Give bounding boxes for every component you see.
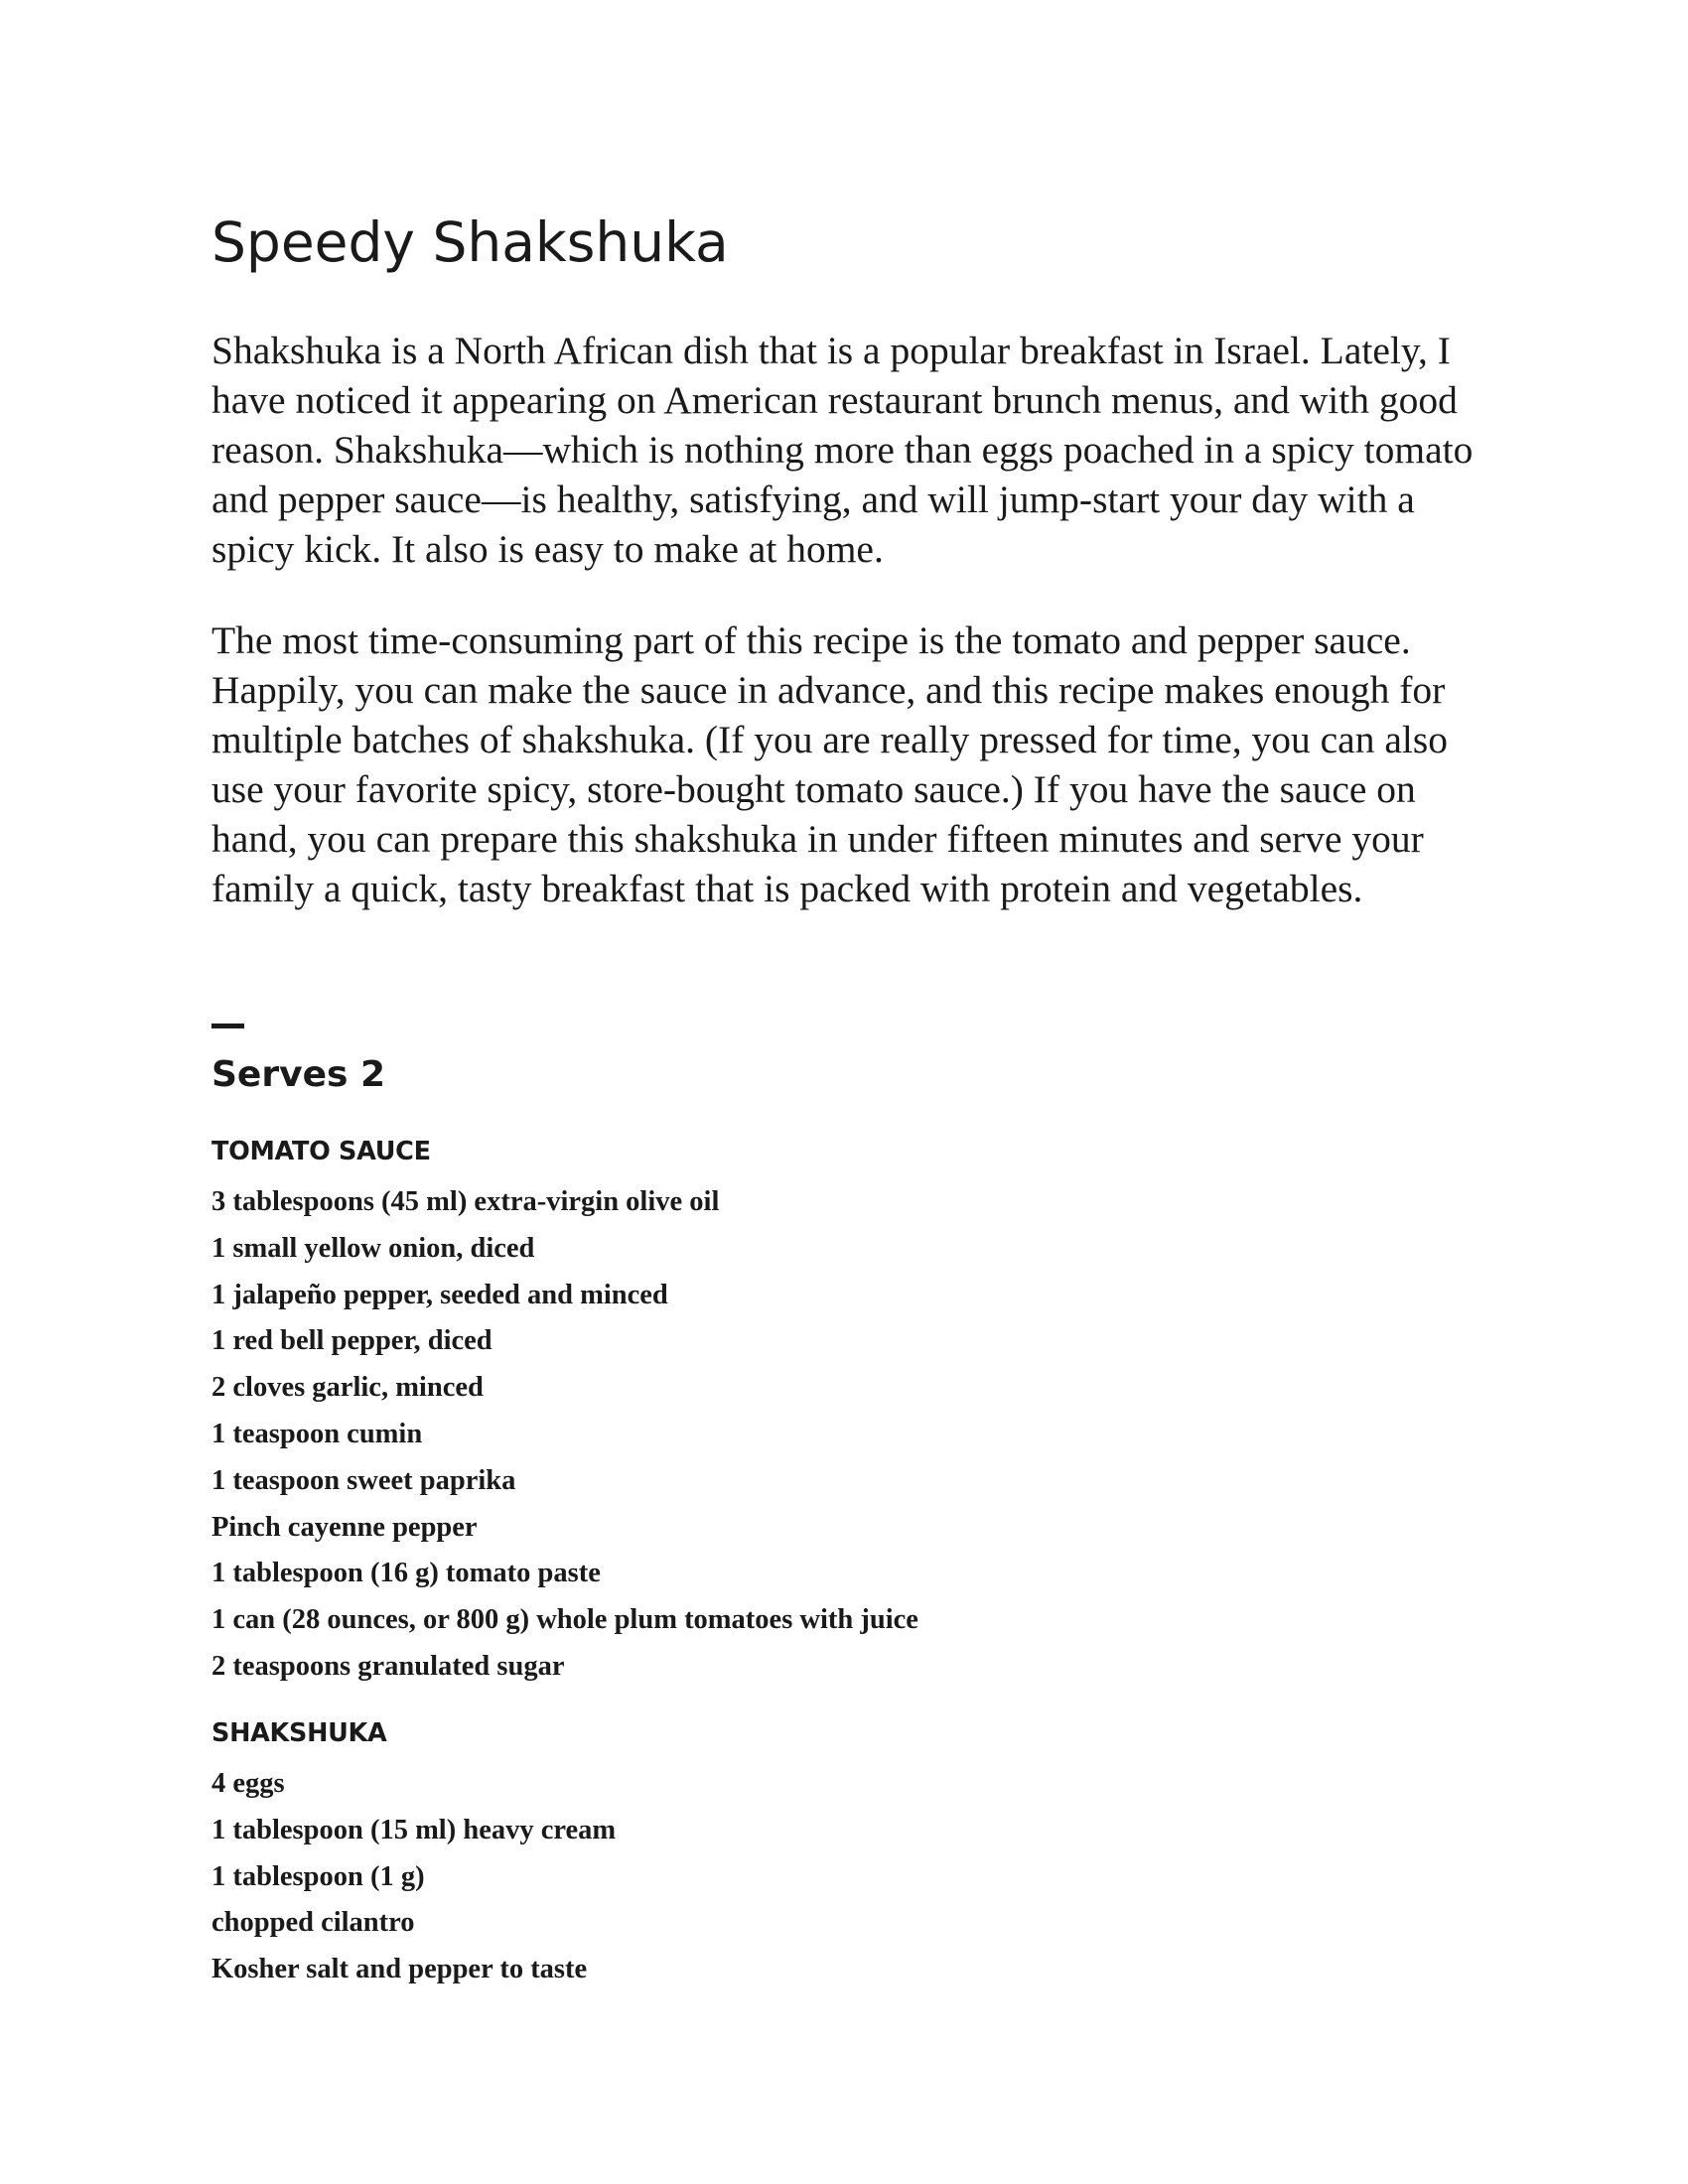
ingredient-item: 1 small yellow onion, diced	[211, 1232, 535, 1264]
intro-paragraph: The most time-consuming part of this recipe is the tomato and pepper sauce. Happily, you can make the sauce in advance, and this recipe makes enough for multiple batches of shakshuka. (If you are really pressed for time, you can also use your favorite spicy, store-bought tomato sauce.) If you have the sauce on hand, you can prepare this shakshuka in under fifteen minutes and serve your family a quick, tasty breakfast that is packed with protein and vegetables.	[211, 618, 1448, 910]
ingredient-section-shakshuka	[211, 1713, 616, 1993]
ingredient-item: 1 tablespoon (16 g) tomato paste	[211, 1558, 601, 1589]
serves-label: Serves 2	[211, 1054, 385, 1095]
ingredient-item: 1 red bell pepper, diced	[211, 1325, 492, 1357]
ingredient-item: Pinch cayenne pepper	[211, 1511, 478, 1543]
ingredient-item: 1 tablespoon (1 g)	[211, 1860, 425, 1892]
ingredient-item: 1 teaspoon sweet paprika	[211, 1464, 516, 1496]
ingredient-item: 2 cloves garlic, minced	[211, 1372, 484, 1404]
ingredient-list	[211, 1171, 918, 1691]
ingredient-item: chopped cilantro	[211, 1907, 415, 1939]
ingredient-item: 1 can (28 ounces, or 800 g) whole plum tomatoes with juice	[211, 1604, 918, 1636]
ingredient-section-tomato-sauce	[211, 1132, 918, 1691]
ingredient-list	[211, 1753, 616, 1993]
section-divider-dash	[211, 1024, 244, 1028]
ingredient-item: 3 tablespoons (45 ml) extra-virgin olive oil	[211, 1186, 720, 1217]
recipe-title: Speedy Shakshuka	[211, 210, 729, 274]
ingredient-item: 2 teaspoons granulated sugar	[211, 1650, 565, 1682]
section-heading: TOMATO SAUCE	[211, 1137, 431, 1166]
ingredient-item: 1 tablespoon (15 ml) heavy cream	[211, 1814, 617, 1845]
ingredient-item: Kosher salt and pepper to taste	[211, 1954, 588, 1985]
ingredient-item: 1 jalapeño pepper, seeded and minced	[211, 1279, 668, 1310]
intro-paragraph: Shakshuka is a North African dish that is a popular breakfast in Israel. Lately, I have noticed it appearing on American restaurant brunch menus, and with good reason. Shakshuka—which is nothing more than eggs poached in a spicy tomato and pepper sauce—is healthy, satisfying, and will jump-start your day with a spicy kick. It also is easy to make at home.	[211, 329, 1474, 571]
section-heading: SHAKSHUKA	[211, 1718, 387, 1748]
ingredient-item: 1 teaspoon cumin	[211, 1418, 423, 1449]
ingredient-item: 4 eggs	[211, 1768, 285, 1799]
